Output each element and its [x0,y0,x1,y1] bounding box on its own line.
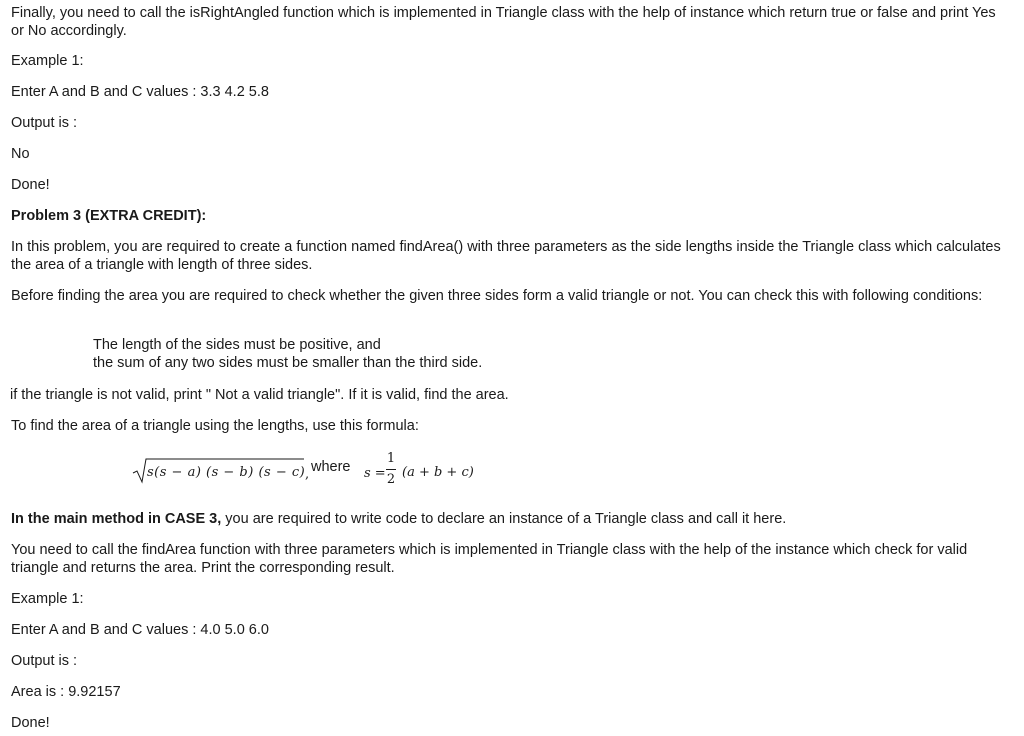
valid-check-paragraph: Before finding the area you are required to check whether the given three sides form a valid triangle or not. You can check this with following conditions: [11,288,983,304]
sqrt-expression [132,456,312,486]
invalid-triangle-instruction: if the triangle is not valid, print " Not a valid triangle". If it is valid, find the area. [10,387,509,403]
example2-output-label: Output is : [11,653,78,669]
fraction-denominator: 2 [386,472,396,487]
sqrt-body: s(s − a) (s − b) (s − c) [147,465,306,480]
formula-comma: , [305,467,310,482]
condition-2: the sum of any two sides must be smaller than the third side. [93,355,483,371]
example1-output-label: Output is : [11,115,78,131]
main-method-instruction [11,510,786,528]
main-method-bold: In the main method in CASE 3, [11,511,222,527]
example1-input: Enter A and B and C values : 3.3 4.2 5.8 [11,84,269,100]
example1-output: No [11,146,30,162]
formula-where: where [311,459,351,475]
condition-1: The length of the sides must be positive, and [93,337,381,353]
heron-formula [132,450,492,498]
problem3-title: Problem 3 (EXTRA CREDIT): [11,208,207,224]
example1-label: Example 1: [11,53,84,69]
example2-output: Area is : 9.92157 [11,684,121,700]
formula-s-equals: s = [364,466,386,481]
main-method-rest: you are required to write code to declare an instance of a Triangle class and call it here. [221,511,787,527]
call-findarea-paragraph: You need to call the findArea function with three parameters which is implemented in Triangle class with the help of the instance which check for valid triangle and returns the area. Print the corresponding result. [11,542,968,576]
example2-done: Done! [11,715,50,731]
fraction-numerator: 1 [386,451,396,466]
fraction-bar [386,469,396,470]
example1-done: Done! [11,177,50,193]
formula-sum: (a + b + c) [402,465,474,480]
example2-label: Example 1: [11,591,84,607]
problem3-description: In this problem, you are required to create a function named findArea() with three parameters as the side lengths inside the Triangle class which calculates the area of a triangle with length of three sides. [11,239,1001,273]
example2-input: Enter A and B and C values : 4.0 5.0 6.0 [11,622,269,638]
intro-paragraph: Finally, you need to call the isRightAngled function which is implemented in Triangle class with the help of instance which return true or false and print Yes or No accordingly. [11,5,996,39]
formula-intro: To find the area of a triangle using the lengths, use this formula: [11,418,419,434]
